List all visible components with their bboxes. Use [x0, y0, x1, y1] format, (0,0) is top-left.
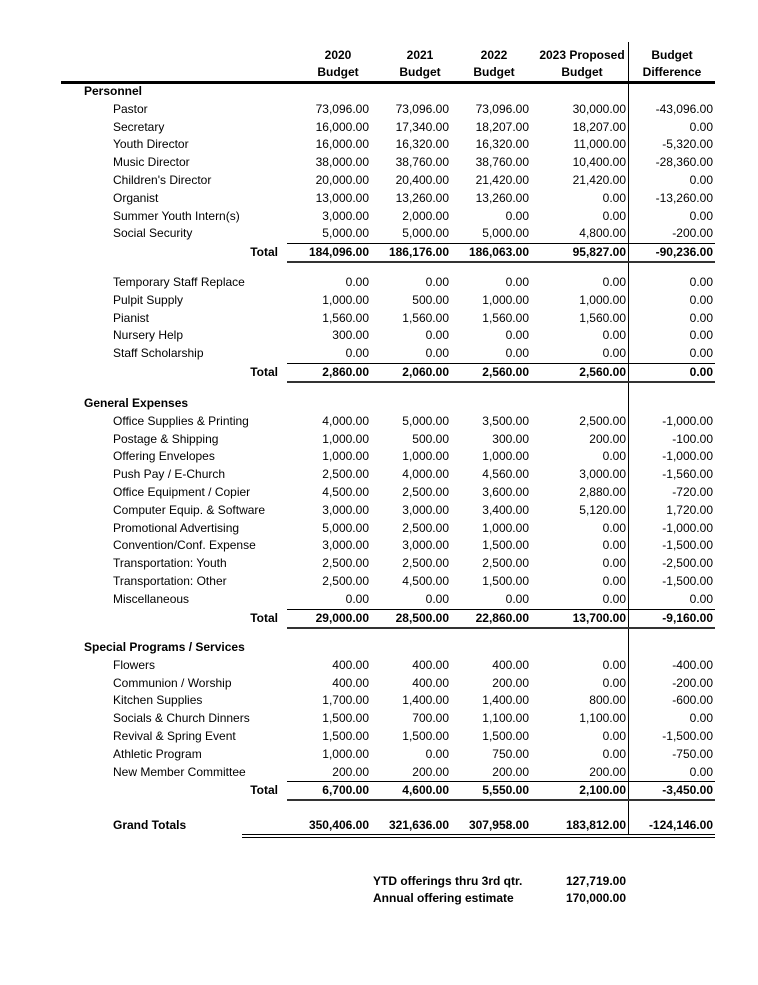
row-value: 5,000.00 [402, 414, 449, 428]
row-value: 16,000.00 [315, 120, 369, 134]
row-value: 4,000.00 [322, 414, 369, 428]
row-value: -1,000.00 [662, 449, 713, 463]
annual-offering-value: 170,000.00 [565, 891, 626, 905]
row-value: 3,000.00 [402, 503, 449, 517]
row-value: 300.00 [492, 432, 529, 446]
total-value: 28,500.00 [395, 611, 449, 625]
header-2023-proposed [532, 47, 632, 81]
row-value: 0.00 [689, 346, 713, 360]
row-label: Social Security [113, 226, 193, 240]
row-value: 0.00 [602, 521, 626, 535]
row-value: 0.00 [345, 346, 369, 360]
row-value: 16,320.00 [475, 137, 529, 151]
grand-total-value: 183,812.00 [565, 818, 626, 832]
row-value: -1,500.00 [662, 538, 713, 552]
row-value: 0.00 [505, 592, 529, 606]
row-label: Transportation: Youth [113, 556, 227, 570]
row-value: 0.00 [602, 658, 626, 672]
row-value: 0.00 [602, 556, 626, 570]
total-value: 13,700.00 [572, 611, 626, 625]
grand-total-value: -124,146.00 [648, 818, 713, 832]
row-value: 2,500.00 [402, 521, 449, 535]
row-value: 5,000.00 [402, 226, 449, 240]
total-value: 2,560.00 [579, 365, 626, 379]
row-value: 400.00 [412, 676, 449, 690]
row-label: Summer Youth Intern(s) [113, 209, 240, 223]
row-value: 1,000.00 [322, 293, 369, 307]
row-value: 3,400.00 [482, 503, 529, 517]
row-label: Socials & Church Dinners [113, 711, 250, 725]
grand-total-double-rule-top [242, 834, 715, 835]
row-value: 1,720.00 [666, 503, 713, 517]
row-value: 5,000.00 [322, 521, 369, 535]
row-value: 0.00 [505, 275, 529, 289]
row-label: Flowers [113, 658, 156, 672]
row-value: 2,500.00 [322, 574, 369, 588]
row-value: 1,000.00 [322, 432, 369, 446]
row-value: 4,560.00 [482, 467, 529, 481]
row-value: 2,500.00 [482, 556, 529, 570]
row-value: -28,360.00 [655, 155, 713, 169]
row-value: 200.00 [412, 765, 449, 779]
row-value: 0.00 [689, 765, 713, 779]
row-value: 11,000.00 [573, 137, 626, 151]
row-label: Nursery Help [113, 328, 184, 342]
header-2022 [456, 47, 532, 81]
total-label: Total [250, 365, 278, 379]
row-value: 400.00 [492, 658, 529, 672]
row-label: Pastor [113, 102, 148, 116]
row-value: 3,000.00 [579, 467, 626, 481]
row-value: 700.00 [412, 711, 449, 725]
grand-total-value: 307,958.00 [468, 818, 529, 832]
row-label: Office Equipment / Copier [113, 485, 251, 499]
row-value: 200.00 [332, 765, 369, 779]
row-value: 13,260.00 [475, 191, 529, 205]
row-value: 3,000.00 [322, 503, 369, 517]
total-value: 0.00 [689, 365, 713, 379]
header-2023-year: 2023 Proposed [539, 48, 625, 62]
total-value: 6,700.00 [322, 783, 369, 797]
header-difference-line1: Budget [651, 48, 693, 62]
total-underline [287, 627, 715, 629]
total-value: 95,827.00 [572, 245, 626, 259]
total-underline [287, 381, 715, 383]
row-value: -43,096.00 [655, 102, 713, 116]
row-value: -600.00 [672, 693, 713, 707]
header-2020 [300, 47, 376, 81]
section-title: Personnel [84, 84, 143, 98]
row-value: 2,500.00 [402, 556, 449, 570]
row-label: Miscellaneous [113, 592, 190, 606]
row-label: Kitchen Supplies [113, 693, 203, 707]
row-label: Revival & Spring Event [113, 729, 236, 743]
row-value: -13,260.00 [655, 191, 713, 205]
row-value: 21,420.00 [475, 173, 529, 187]
annual-offering-label: Annual offering estimate [373, 891, 514, 905]
row-value: 1,400.00 [402, 693, 449, 707]
total-label: Total [250, 245, 278, 259]
row-value: 1,000.00 [322, 747, 369, 761]
row-value: -1,500.00 [662, 574, 713, 588]
row-value: 1,560.00 [402, 311, 449, 325]
total-value: 29,000.00 [315, 611, 369, 625]
row-value: -750.00 [672, 747, 713, 761]
row-value: 400.00 [332, 676, 369, 690]
row-label: Music Director [113, 155, 190, 169]
total-value: 186,176.00 [388, 245, 449, 259]
row-value: 38,000.00 [315, 155, 369, 169]
row-value: 30,000.00 [572, 102, 626, 116]
row-value: 2,500.00 [322, 467, 369, 481]
total-value: 4,600.00 [402, 783, 449, 797]
row-value: 0.00 [689, 275, 713, 289]
row-value: -1,000.00 [662, 521, 713, 535]
total-value: 186,063.00 [468, 245, 529, 259]
row-value: 750.00 [492, 747, 529, 761]
header-budget-difference [632, 47, 712, 81]
header-2022-year: 2022 [480, 48, 508, 62]
row-value: 16,000.00 [315, 137, 369, 151]
row-label: New Member Committee [113, 765, 246, 779]
row-value: 400.00 [332, 658, 369, 672]
total-underline [287, 799, 715, 801]
row-value: 5,000.00 [482, 226, 529, 240]
row-value: 1,500.00 [402, 729, 449, 743]
row-value: -100.00 [672, 432, 713, 446]
row-value: 200.00 [589, 765, 626, 779]
row-value: 0.00 [602, 275, 626, 289]
row-value: 200.00 [492, 676, 529, 690]
grand-total-value: 321,636.00 [388, 818, 449, 832]
row-value: 73,096.00 [475, 102, 529, 116]
row-value: 1,500.00 [482, 574, 529, 588]
subtotal-rule [287, 243, 715, 244]
row-value: 500.00 [412, 293, 449, 307]
grand-totals-label: Grand Totals [113, 818, 187, 832]
section-title: General Expenses [84, 396, 189, 410]
row-value: 0.00 [689, 592, 713, 606]
row-value: -200.00 [672, 226, 713, 240]
row-value: -200.00 [672, 676, 713, 690]
row-value: 2,500.00 [322, 556, 369, 570]
row-value: 1,000.00 [579, 293, 626, 307]
total-value: 2,100.00 [579, 783, 626, 797]
row-value: 0.00 [602, 574, 626, 588]
row-label: Offering Envelopes [113, 449, 215, 463]
row-value: 0.00 [505, 328, 529, 342]
total-value: 2,560.00 [482, 365, 529, 379]
row-label: Computer Equip. & Software [113, 503, 266, 517]
row-value: 5,120.00 [579, 503, 626, 517]
total-value: 22,860.00 [475, 611, 529, 625]
total-value: 5,550.00 [482, 783, 529, 797]
row-label: Promotional Advertising [113, 521, 240, 535]
row-value: 0.00 [602, 209, 626, 223]
row-value: 200.00 [589, 432, 626, 446]
row-value: 4,000.00 [402, 467, 449, 481]
row-value: 1,500.00 [482, 538, 529, 552]
row-value: 800.00 [589, 693, 626, 707]
row-value: 0.00 [689, 293, 713, 307]
total-value: -9,160.00 [662, 611, 713, 625]
row-value: 200.00 [492, 765, 529, 779]
row-value: 0.00 [602, 328, 626, 342]
row-value: -1,560.00 [662, 467, 713, 481]
row-value: 0.00 [425, 592, 449, 606]
row-value: 1,100.00 [482, 711, 529, 725]
row-label: Office Supplies & Printing [113, 414, 249, 428]
total-value: -3,450.00 [662, 783, 713, 797]
row-value: 0.00 [425, 747, 449, 761]
row-value: 18,207.00 [475, 120, 529, 134]
row-value: 10,400.00 [572, 155, 626, 169]
row-value: -400.00 [672, 658, 713, 672]
row-label: Staff Scholarship [113, 346, 204, 360]
subtotal-rule [287, 363, 715, 364]
grand-total-value: 350,406.00 [308, 818, 369, 832]
row-value: 17,340.00 [395, 120, 449, 134]
row-label: Youth Director [113, 137, 189, 151]
row-label: Transportation: Other [113, 574, 227, 588]
row-label: Push Pay / E-Church [113, 467, 226, 481]
row-label: Communion / Worship [113, 676, 232, 690]
row-value: 3,000.00 [322, 538, 369, 552]
row-value: 0.00 [602, 449, 626, 463]
ytd-offerings-label: YTD offerings thru 3rd qtr. [373, 874, 523, 888]
row-value: 1,000.00 [482, 449, 529, 463]
row-value: 38,760.00 [395, 155, 449, 169]
subtotal-rule [287, 781, 715, 782]
row-value: 0.00 [689, 209, 713, 223]
row-value: 13,260.00 [395, 191, 449, 205]
row-value: 1,000.00 [402, 449, 449, 463]
row-value: 4,800.00 [579, 226, 626, 240]
row-value: -1,000.00 [662, 414, 713, 428]
row-label: Pianist [113, 311, 150, 325]
header-rule [61, 81, 715, 84]
row-value: 0.00 [505, 209, 529, 223]
row-value: 16,320.00 [395, 137, 449, 151]
row-value: 13,000.00 [315, 191, 369, 205]
row-value: 73,096.00 [395, 102, 449, 116]
row-value: 5,000.00 [322, 226, 369, 240]
row-value: 0.00 [689, 173, 713, 187]
row-value: 400.00 [412, 658, 449, 672]
row-value: 21,420.00 [572, 173, 626, 187]
row-value: 0.00 [689, 328, 713, 342]
total-value: 2,060.00 [402, 365, 449, 379]
row-value: 1,400.00 [482, 693, 529, 707]
row-value: 1,000.00 [482, 293, 529, 307]
row-label: Athletic Program [113, 747, 202, 761]
row-value: 0.00 [602, 729, 626, 743]
row-value: 4,500.00 [322, 485, 369, 499]
row-value: 73,096.00 [315, 102, 369, 116]
section-title: Special Programs / Services [84, 640, 245, 654]
row-value: 1,500.00 [322, 711, 369, 725]
row-value: 0.00 [345, 592, 369, 606]
row-value: 20,000.00 [315, 173, 369, 187]
total-value: 2,860.00 [322, 365, 369, 379]
row-value: 0.00 [602, 676, 626, 690]
row-value: 3,600.00 [482, 485, 529, 499]
row-value: 1,560.00 [579, 311, 626, 325]
row-value: 1,560.00 [322, 311, 369, 325]
row-value: 1,500.00 [482, 729, 529, 743]
row-value: 0.00 [689, 311, 713, 325]
row-value: 0.00 [602, 538, 626, 552]
ytd-offerings-value: 127,719.00 [565, 874, 626, 888]
row-value: 1,560.00 [482, 311, 529, 325]
row-value: 20,400.00 [395, 173, 449, 187]
row-value: 2,880.00 [579, 485, 626, 499]
row-value: 3,000.00 [402, 538, 449, 552]
row-label: Children's Director [113, 173, 212, 187]
row-value: 1,000.00 [482, 521, 529, 535]
row-value: 0.00 [602, 191, 626, 205]
row-value: -1,500.00 [662, 729, 713, 743]
row-value: 0.00 [345, 275, 369, 289]
header-2020-label: Budget [317, 65, 359, 79]
row-value: 0.00 [602, 346, 626, 360]
row-value: 0.00 [425, 328, 449, 342]
row-value: 18,207.00 [572, 120, 626, 134]
row-value: 4,500.00 [402, 574, 449, 588]
header-2022-label: Budget [473, 65, 515, 79]
row-value: -5,320.00 [662, 137, 713, 151]
total-value: 184,096.00 [308, 245, 369, 259]
row-value: 300.00 [332, 328, 369, 342]
row-value: 38,760.00 [475, 155, 529, 169]
row-value: 0.00 [602, 747, 626, 761]
row-value: 1,700.00 [322, 693, 369, 707]
row-value: 0.00 [689, 120, 713, 134]
row-label: Secretary [113, 120, 165, 134]
row-value: -2,500.00 [662, 556, 713, 570]
header-difference-line2: Difference [642, 65, 702, 79]
header-2021 [382, 47, 458, 81]
row-label: Organist [113, 191, 159, 205]
row-value: 0.00 [602, 592, 626, 606]
row-label: Pulpit Supply [113, 293, 184, 307]
header-2020-year: 2020 [324, 48, 352, 62]
grand-total-double-rule-bottom [242, 837, 715, 838]
row-value: 0.00 [689, 711, 713, 725]
row-value: 0.00 [505, 346, 529, 360]
row-label: Temporary Staff Replace [113, 275, 245, 289]
row-value: 3,500.00 [482, 414, 529, 428]
total-value: -90,236.00 [655, 245, 713, 259]
total-label: Total [250, 611, 278, 625]
row-value: 2,500.00 [579, 414, 626, 428]
row-value: 500.00 [412, 432, 449, 446]
row-label: Convention/Conf. Expense [113, 538, 256, 552]
row-value: 2,000.00 [402, 209, 449, 223]
header-2021-label: Budget [399, 65, 441, 79]
row-label: Postage & Shipping [113, 432, 219, 446]
header-2023-label: Budget [561, 65, 603, 79]
subtotal-rule [287, 609, 715, 610]
row-value: 2,500.00 [402, 485, 449, 499]
row-value: -720.00 [672, 485, 713, 499]
header-2021-year: 2021 [406, 48, 434, 62]
row-value: 1,100.00 [579, 711, 626, 725]
row-value: 0.00 [425, 275, 449, 289]
row-value: 1,000.00 [322, 449, 369, 463]
row-value: 3,000.00 [322, 209, 369, 223]
total-label: Total [250, 783, 278, 797]
row-value: 0.00 [425, 346, 449, 360]
row-value: 1,500.00 [322, 729, 369, 743]
total-underline [287, 261, 715, 263]
